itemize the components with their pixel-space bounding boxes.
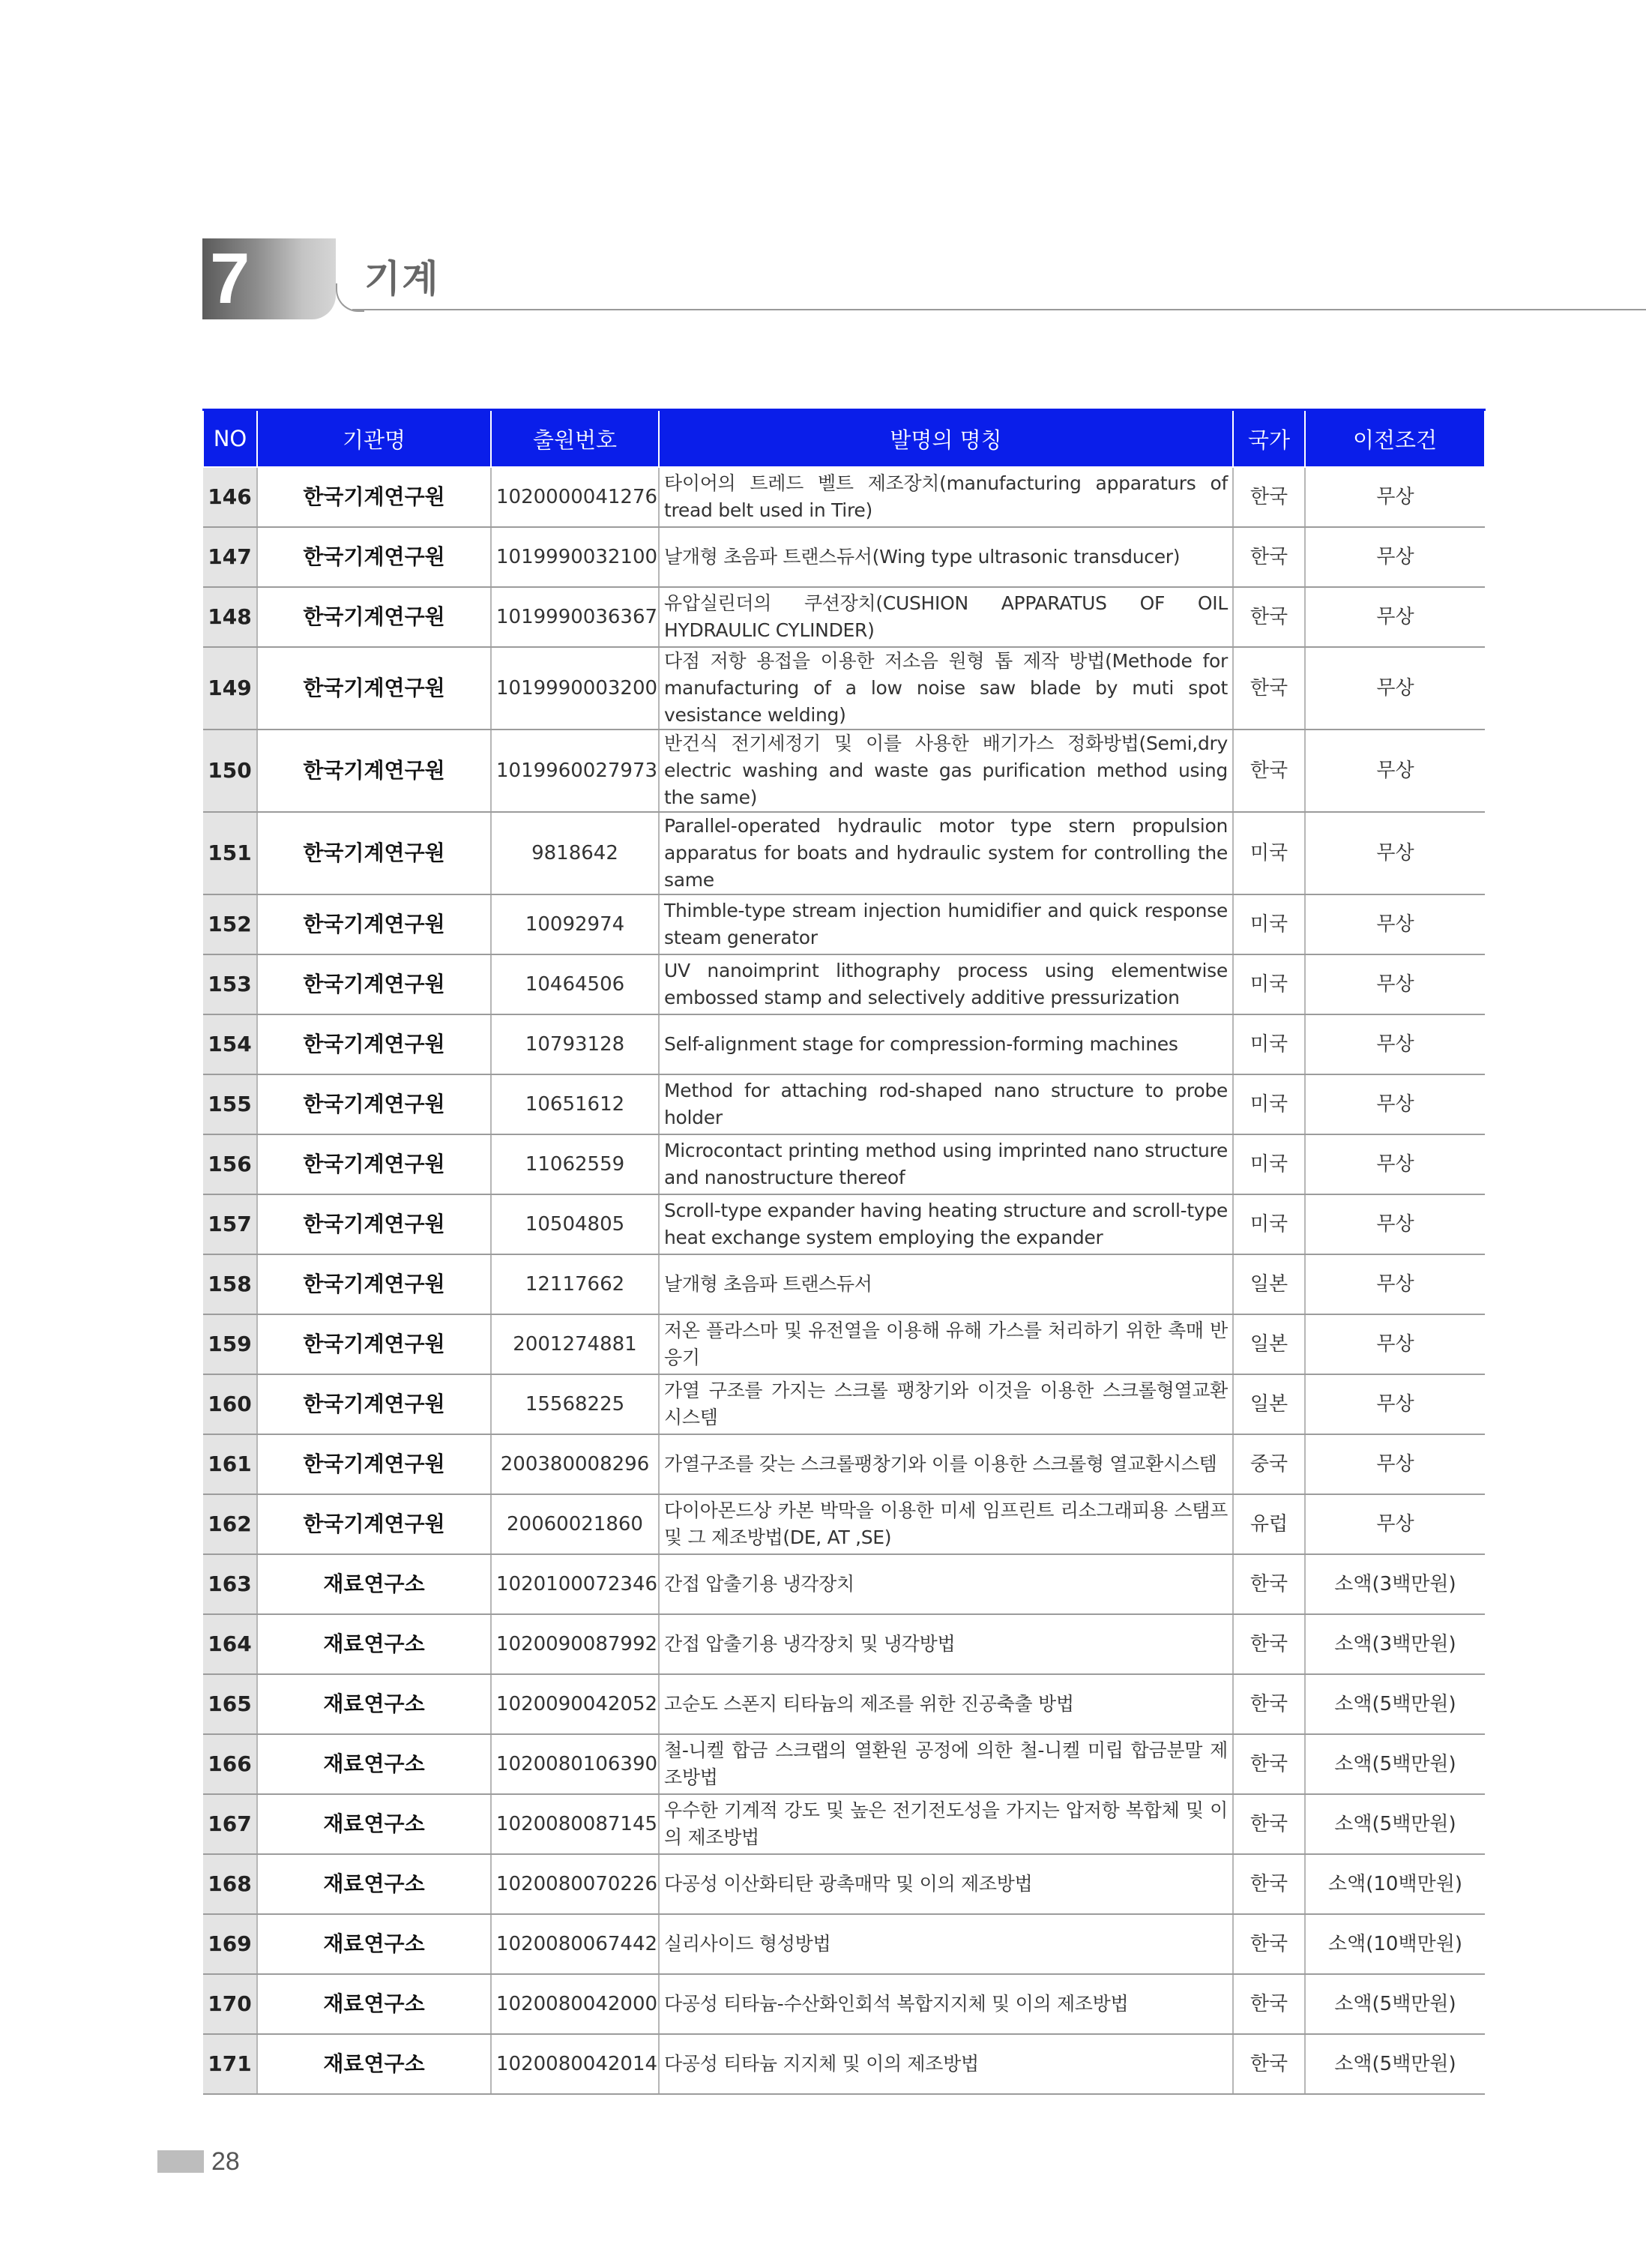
table-row [203,812,1485,894]
invention-title: 다점 저항 용접을 이용한 저소음 원형 톱 제작 방법(Methode for manufacturing of a low noise saw blade by muti spot vesistance welding) [659,647,1233,730]
application-number: 10464506 [491,954,659,1014]
application-number: 1020080070226 [491,1854,659,1914]
table-row [203,1134,1485,1194]
invention-title: 반건식 전기세정기 및 이를 사용한 배기가스 정화방법(Semi,dry electric washing and waste gas purification method using the same) [659,730,1233,812]
country: 일본 [1233,1314,1305,1374]
row-number: 159 [203,1314,257,1374]
row-number: 162 [203,1494,257,1554]
application-number: 1019990036367 [491,587,659,647]
row-number: 155 [203,1074,257,1134]
institution-name: 재료연구소 [257,1974,491,2034]
table-row [203,1734,1485,1794]
country: 한국 [1233,1914,1305,1974]
table-row [203,894,1485,954]
country: 유럽 [1233,1494,1305,1554]
transfer-condition: 소액(5백만원) [1305,1974,1485,2034]
table-row [203,527,1485,587]
header-application-number: 출원번호 [491,410,659,468]
institution-name: 한국기계연구원 [257,894,491,954]
transfer-condition: 무상 [1305,647,1485,730]
invention-title: 다이아몬드상 카본 박막을 이용한 미세 임프린트 리소그래피용 스탬프 및 그 제조방법(DE, AT ,SE) [659,1494,1233,1554]
application-number: 1020080106390 [491,1734,659,1794]
invention-title: Thimble-type stream injection humidifier and quick response steam generator [659,894,1233,954]
transfer-condition: 소액(3백만원) [1305,1554,1485,1614]
application-number: 1019960027973 [491,730,659,812]
application-number: 200380008296 [491,1434,659,1494]
table-row [203,1914,1485,1974]
row-number: 163 [203,1554,257,1614]
country: 한국 [1233,1734,1305,1794]
transfer-condition: 소액(5백만원) [1305,2034,1485,2094]
row-number: 152 [203,894,257,954]
transfer-condition: 무상 [1305,1134,1485,1194]
transfer-condition: 무상 [1305,812,1485,894]
institution-name: 한국기계연구원 [257,1314,491,1374]
institution-name: 한국기계연구원 [257,1494,491,1554]
transfer-condition: 소액(10백만원) [1305,1914,1485,1974]
application-number: 1019990003200 [491,647,659,730]
invention-title: 다공성 티타늄-수산화인회석 복합지지체 및 이의 제조방법 [659,1974,1233,2034]
country: 한국 [1233,527,1305,587]
institution-name: 재료연구소 [257,1794,491,1854]
institution-name: 한국기계연구원 [257,1374,491,1434]
invention-title: 간접 압출기용 냉각장치 [659,1554,1233,1614]
transfer-condition: 무상 [1305,1314,1485,1374]
chapter-rule [352,309,1646,310]
application-number: 1020080067442 [491,1914,659,1974]
invention-title: Method for attaching rod-shaped nano structure to probe holder [659,1074,1233,1134]
chapter-rule-corner [336,283,364,312]
country: 한국 [1233,1854,1305,1914]
table-row [203,1074,1485,1134]
transfer-condition: 무상 [1305,587,1485,647]
country: 한국 [1233,1554,1305,1614]
institution-name: 한국기계연구원 [257,587,491,647]
table-row [203,1374,1485,1434]
transfer-condition: 무상 [1305,1194,1485,1254]
transfer-condition: 무상 [1305,1374,1485,1434]
transfer-condition: 무상 [1305,730,1485,812]
table-row [203,1494,1485,1554]
transfer-condition: 소액(5백만원) [1305,1794,1485,1854]
table-row [203,1194,1485,1254]
country: 한국 [1233,1674,1305,1734]
institution-name: 한국기계연구원 [257,954,491,1014]
row-number: 151 [203,812,257,894]
transfer-condition: 소액(5백만원) [1305,1674,1485,1734]
institution-name: 한국기계연구원 [257,1074,491,1134]
row-number: 170 [203,1974,257,2034]
row-number: 158 [203,1254,257,1314]
row-number: 154 [203,1014,257,1074]
application-number: 12117662 [491,1254,659,1314]
invention-title: Parallel-operated hydraulic motor type stern propulsion apparatus for boats and hydraulic system for controlling the same [659,812,1233,894]
invention-title: 다공성 이산화티탄 광촉매막 및 이의 제조방법 [659,1854,1233,1914]
country: 한국 [1233,730,1305,812]
application-number: 1020080087145 [491,1794,659,1854]
application-number: 10651612 [491,1074,659,1134]
table-row [203,1614,1485,1674]
country: 일본 [1233,1374,1305,1434]
row-number: 169 [203,1914,257,1974]
institution-name: 재료연구소 [257,1734,491,1794]
institution-name: 재료연구소 [257,1614,491,1674]
institution-name: 한국기계연구원 [257,1434,491,1494]
country: 한국 [1233,1974,1305,2034]
row-number: 153 [203,954,257,1014]
row-number: 171 [203,2034,257,2094]
country: 미국 [1233,954,1305,1014]
table-row [203,1554,1485,1614]
invention-title: 철-니켈 합금 스크랩의 열환원 공정에 의한 철-니켈 미립 합금분말 제조방법 [659,1734,1233,1794]
institution-name: 한국기계연구원 [257,647,491,730]
institution-name: 한국기계연구원 [257,1254,491,1314]
transfer-condition: 무상 [1305,954,1485,1014]
invention-title: UV nanoimprint lithography process using elementwise embossed stamp and selectively additive pressurization [659,954,1233,1014]
footer-bar [157,2150,204,2173]
country: 한국 [1233,2034,1305,2094]
row-number: 150 [203,730,257,812]
institution-name: 한국기계연구원 [257,527,491,587]
invention-title: 고순도 스폰지 티타늄의 제조를 위한 진공축출 방법 [659,1674,1233,1734]
institution-name: 재료연구소 [257,1554,491,1614]
row-number: 164 [203,1614,257,1674]
row-number: 157 [203,1194,257,1254]
table-row [203,467,1485,527]
table-row [203,954,1485,1014]
table-row [203,1434,1485,1494]
application-number: 15568225 [491,1374,659,1434]
country: 한국 [1233,587,1305,647]
invention-title: 날개형 초음파 트랜스듀서(Wing type ultrasonic transducer) [659,527,1233,587]
country: 미국 [1233,812,1305,894]
institution-name: 재료연구소 [257,1854,491,1914]
institution-name: 한국기계연구원 [257,812,491,894]
row-number: 148 [203,587,257,647]
institution-name: 한국기계연구원 [257,467,491,527]
table-row [203,1674,1485,1734]
country: 한국 [1233,1794,1305,1854]
row-number: 160 [203,1374,257,1434]
invention-title: 유압실린더의 쿠션장치(CUSHION APPARATUS OF OIL HYDRAULIC CYLINDER) [659,587,1233,647]
country: 한국 [1233,1614,1305,1674]
row-number: 168 [203,1854,257,1914]
application-number: 1020100072346 [491,1554,659,1614]
transfer-condition: 무상 [1305,1434,1485,1494]
country: 미국 [1233,1074,1305,1134]
table-row [203,1314,1485,1374]
table-row [203,587,1485,647]
table-row [203,2034,1485,2094]
chapter-number: 7 [210,238,250,319]
country: 한국 [1233,647,1305,730]
application-number: 1019990032100 [491,527,659,587]
country: 한국 [1233,467,1305,527]
table-row [203,1254,1485,1314]
chapter-title: 기계 [364,257,440,301]
transfer-condition: 소액(10백만원) [1305,1854,1485,1914]
chapter-number-badge [202,238,336,319]
transfer-condition: 무상 [1305,1014,1485,1074]
row-number: 149 [203,647,257,730]
application-number: 10793128 [491,1014,659,1074]
invention-title: 실리사이드 형성방법 [659,1914,1233,1974]
transfer-condition: 소액(5백만원) [1305,1734,1485,1794]
institution-name: 재료연구소 [257,1914,491,1974]
application-number: 11062559 [491,1134,659,1194]
application-number: 1020090042052 [491,1674,659,1734]
header-no: NO [203,410,257,468]
invention-title: 타이어의 트레드 벨트 제조장치(manufacturing apparaturs of tread belt used in Tire) [659,467,1233,527]
row-number: 161 [203,1434,257,1494]
invention-title: 날개형 초음파 트랜스듀서 [659,1254,1233,1314]
table-row [203,647,1485,730]
country: 미국 [1233,1194,1305,1254]
header-org: 기관명 [257,410,491,468]
header-transfer-condition: 이전조건 [1305,410,1485,468]
application-number: 1020080042000 [491,1974,659,2034]
transfer-condition: 무상 [1305,1494,1485,1554]
row-number: 147 [203,527,257,587]
country: 미국 [1233,1014,1305,1074]
institution-name: 재료연구소 [257,1674,491,1734]
page-number: 28 [211,2147,240,2176]
invention-title: 간접 압출기용 냉각장치 및 냉각방법 [659,1614,1233,1674]
row-number: 166 [203,1734,257,1794]
institution-name: 한국기계연구원 [257,1134,491,1194]
header-country: 국가 [1233,410,1305,468]
invention-title: 저온 플라스마 및 유전열을 이용해 유해 가스를 처리하기 위한 촉매 반응기 [659,1314,1233,1374]
transfer-condition: 소액(3백만원) [1305,1614,1485,1674]
invention-title: Scroll-type expander having heating structure and scroll-type heat exchange system employing the expander [659,1194,1233,1254]
invention-title: Self-alignment stage for compression-forming machines [659,1014,1233,1074]
institution-name: 재료연구소 [257,2034,491,2094]
table-row [203,1794,1485,1854]
row-number: 156 [203,1134,257,1194]
country: 미국 [1233,1134,1305,1194]
country: 중국 [1233,1434,1305,1494]
application-number: 20060021860 [491,1494,659,1554]
patent-table [202,409,1486,2095]
transfer-condition: 무상 [1305,894,1485,954]
row-number: 167 [203,1794,257,1854]
transfer-condition: 무상 [1305,527,1485,587]
transfer-condition: 무상 [1305,1074,1485,1134]
application-number: 1020080042014 [491,2034,659,2094]
application-number: 9818642 [491,812,659,894]
row-number: 165 [203,1674,257,1734]
country: 일본 [1233,1254,1305,1314]
header-invention-title: 발명의 명칭 [659,410,1233,468]
invention-title: 우수한 기계적 강도 및 높은 전기전도성을 가지는 압저항 복합체 및 이의 제조방법 [659,1794,1233,1854]
institution-name: 한국기계연구원 [257,730,491,812]
application-number: 1020000041276 [491,467,659,527]
transfer-condition: 무상 [1305,1254,1485,1314]
invention-title: Microcontact printing method using imprinted nano structure and nanostructure thereof [659,1134,1233,1194]
invention-title: 가열 구조를 가지는 스크롤 팽창기와 이것을 이용한 스크롤형열교환 시스템 [659,1374,1233,1434]
invention-title: 가열구조를 갖는 스크롤팽창기와 이를 이용한 스크롤형 열교환시스템 [659,1434,1233,1494]
table-row [203,1014,1485,1074]
table-header-row [203,410,1485,468]
invention-title: 다공성 티타늄 지지체 및 이의 제조방법 [659,2034,1233,2094]
application-number: 10504805 [491,1194,659,1254]
table-row [203,1854,1485,1914]
institution-name: 한국기계연구원 [257,1194,491,1254]
row-number: 146 [203,467,257,527]
transfer-condition: 무상 [1305,467,1485,527]
application-number: 2001274881 [491,1314,659,1374]
institution-name: 한국기계연구원 [257,1014,491,1074]
table-row [203,1974,1485,2034]
table-row [203,730,1485,812]
application-number: 1020090087992 [491,1614,659,1674]
country: 미국 [1233,894,1305,954]
application-number: 10092974 [491,894,659,954]
